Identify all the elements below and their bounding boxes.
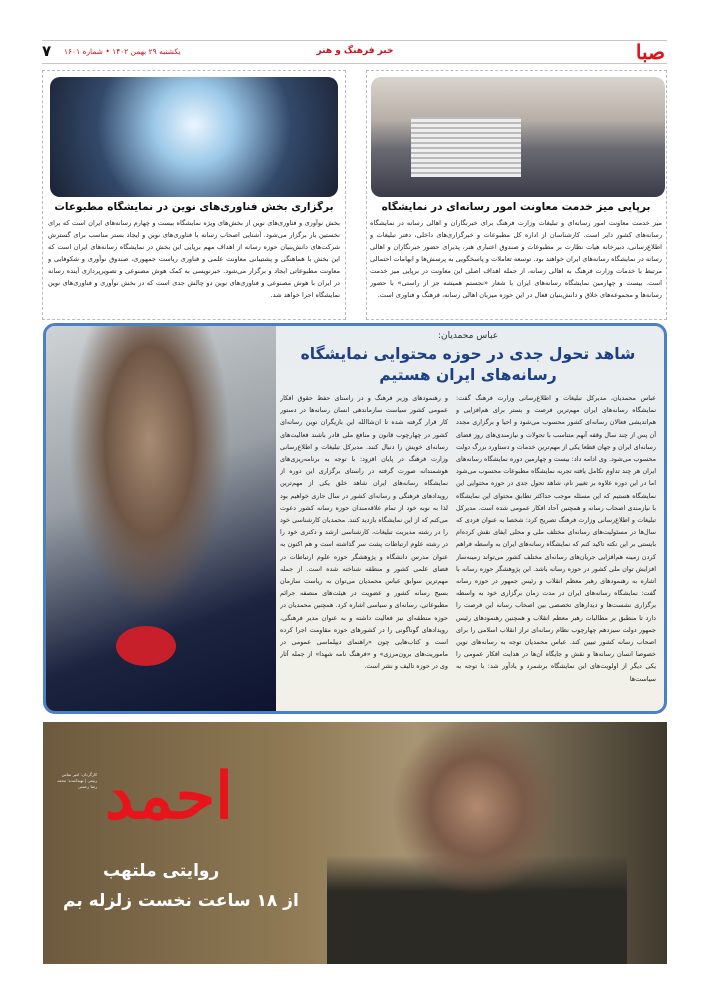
- story-right: [370, 201, 662, 318]
- body-right: میز خدمت معاونت امور رسانه‌ای و تبلیغات وزارت فرهنگ برای خبرنگاران و اهالی رسانه در نمایشگاه رسانه‌های کشور دایر است. کارشناسان از اداره کل مطبوعات و خبرگزاری‌های داخلی، دفتر تبلیغات و اطلاع‌رسانی، دبیرخانه هیات نظارت بر مطبوعات و صندوق اعتباری هنر، پذیرای حضور خبرنگاران و اهالی رسانه در نمایشگاه رسانه‌های ایران خواهند بود. توسعه تعاملات و پاسخگویی به پرسش‌ها و ابهامات احتمالی مرتبط با خدمات وزارت فرهنگ به اهالی رسانه، از جمله اهداف اصلی این معاونت در برپایی میز خدمت است. بیست و چهارمین نمایشگاه رسانه‌های ایران با شعار «نجستم همیشه جز از راستی» با حضور رسانه‌ها و مجموعه‌های خلاق و دانش‌بنیان فعال در این حوزه میزبان اهالی رسانه، فرهنگ و فناوری است.: [370, 219, 662, 299]
- feature-headline: شاهد تحول جدی در حوزه محتوایی نمایشگاه رسانه‌های ایران هستیم: [300, 345, 636, 384]
- ad-tagline-2: از ۱۸ ساعت نخست زلزله بم: [63, 891, 299, 911]
- feature-kicker: عباس محمدیان:: [437, 331, 499, 341]
- newspaper-stack: [411, 117, 521, 177]
- microphone: [116, 626, 176, 666]
- story-left: [48, 201, 340, 318]
- film-advertisement[interactable]: [43, 722, 667, 964]
- newspaper-logo[interactable]: صبا: [635, 40, 665, 64]
- actor-photo: [327, 722, 627, 964]
- issue-date: یکشنبه ۲۹ بهمن ۱۴۰۲ • شماره ۱۶۰۱: [64, 47, 181, 56]
- page-number: ۷: [42, 42, 52, 60]
- feature-column-1: عباس محمدیان، مدیرکل تبلیغات و اطلاع‌رسانی وزارت فرهنگ گفت: نمایشگاه رسانه‌های ایران مهم‌ترین فرصت و بستر برای هم‌افزایی و هم‌اندیشی فعالان رسانه‌ای کشور محسوب می‌شود و احیا و برگزاری مجدد آن پس از چند سال وقفه آنهم متناسب با تحولات و نیازمندی‌های روز فضای رسانه‌ای ایران و جهان قطعا یکی از مهم‌ترین خدمات و دستاورد بزرگ دولت محسوب می‌شود. وی ادامه داد: بیست و چهارمین دوره نمایشگاه رسانه‌های ایران هر چند تداوم تکامل یافته تجربه نمایشگاه مطبوعات محسوب می‌شود اما در این دوره علاوه بر تغییر نام، شاهد تحول جدی در حوزه محتوایی این نمایشگاه هستیم که این مسئله موجب حداکثر تطابق محتوای این نمایشگاه با نیازمندی اصحاب رسانه و همچنین آحاد افکار عمومی شده است. مدیرکل تبلیغات و اطلاع‌رسانی وزارت فرهنگ تصریح کرد: شخصا به عنوان فردی که سال‌ها در مسئولیت‌های رسانه‌ای مختلف ملی و محلی ایفای نقش کرده‌ام بایستی بر این نکته تاکید کنم که نمایشگاه رسانه‌های ایران به واسطه فراهم کردن زمینه هم‌افزایی جریان‌های رسانه‌ای مختلف کشور می‌تواند زمینه‌ساز افزایش توان ملی کشور در حوزه رسانه باشد. این پژوهشگر حوزه رسانه با اشاره به رهنمودهای رهبر معظم انقلاب و رئیس جمهور در حوزه رسانه گفت: نمایشگاه رسانه‌های ایران در مدت زمان برگزاری خود به واسطه برگزاری نشست‌ها و دیدارهای تخصصی بین اصحاب رسانه این فرصت را دارد تا منطبق بر مطالبات رهبر معظم انقلاب و همچنین رهنمودهای رئیس جمهور دولت سیزدهم چهارچوب نظام رسانه‌ای تراز انقلاب اسلامی را برای اصحاب رسانه کشور تبیین کند. عباس محمدیان توجه به رسانه‌های نوین خصوصا انسان رسانه‌ها و نقش و جایگاه آن‌ها در هدایت افکار عمومی را یکی دیگر از اولویت‌های این نمایشگاه برشمرد و یادآور شد: با توجه به سیاست‌ها: [456, 394, 656, 683]
- header-rule-top: [42, 40, 667, 41]
- header-rule-bottom: [42, 63, 667, 64]
- body-left: بخش نوآوری و فناوری‌های نوین از بخش‌های ویژه نمایشگاه بیست و چهارم رسانه‌های ایران است که برای نخستین بار برگزار می‌شود. آشنایی اصحاب رسانه با فناوری‌های نوین و ایجاد بستر مناسب برای گسترش شرکت‌های دانش‌بنیان حوزه رسانه از اهداف مهم برپایی این بخش در نمایشگاه رسانه‌های ایران است که این بخش با هماهنگی و پشتیبانی معاونت علمی و فناوری ریاست جمهوری، صندوق نوآوری و شکوفایی و معاونت مطبوعاتی ایجاد و برگزار می‌شود. خبرنویسی به کمک هوش مصنوعی و تصویرپردازی آینده رسانه در ایران با هوش مصنوعی و فناوری‌های نوین دو چالش جدی است که در بخش نوآوری و فناوری‌های نوین نمایشگاه اجرا خواهد شد.: [48, 219, 340, 299]
- feature-interview-box: [43, 323, 667, 714]
- portrait-photo: [46, 326, 276, 711]
- film-title-logo: احمد: [105, 759, 233, 834]
- section-title: خبر فرهنگ و هنر: [316, 46, 394, 56]
- headline-left: برگزاری بخش فناوری‌های نوین در نمایشگاه مطبوعات: [54, 201, 334, 213]
- feature-columns: [280, 392, 656, 707]
- headline-right: برپایی میز خدمت معاونت امور رسانه‌ای در نمایشگاه: [381, 201, 651, 213]
- feature-column-2: و رهنمودهای وزیر فرهنگ و در راستای حفظ حقوق افکار عمومی کشور سیاست سازماندهی انسان رسانه‌ها در دستور کار قرار گرفته شده تا ان‌شاالله این بازیگران نوین رسانه‌ای کشور در چهارچوب قانون و منافع ملی قادر باشند فعالیت‌های رسانه‌ای خویش را دنبال کنند. مدیرکل تبلیغات و اطلاع‌رسانی وزارت فرهنگ در پایان افزود: با توجه به برنامه‌ریزی‌های هوشمندانه صورت گرفته در راستای برگزاری این دوره از نمایشگاه رسانه‌های ایران شاهد خلق یکی از مهم‌ترین رویدادهای فرهنگی و رسانه‌ای کشور در سال جاری خواهیم بود لذا به نوبه خود از تمام علاقه‌مندان حوزه رسانه کشور دعوت می‌کنم که از این نمایشگاه بازدید کنند. محمدیان کارشناسی خود را در رشته مدیریت تبلیغات، کارشناسی ارشد و دکتری خود را در رشته علوم ارتباطات پشت سر گذاشته است و هم اکنون به عنوان مدرس دانشگاه و پژوهشگر حوزه علوم ارتباطات در فضای علمی کشور و منطقه شناخته شده است. از جمله مهم‌ترین سوابق عباس محمدیان می‌توان به ریاست سازمان بسیج رسانه کشور و عضویت در هیئت‌های منصفه جرائم مطبوعاتی، رسانه‌ای و سیاسی اشاره کرد. همچنین محمدیان در حوزه منطقه‌ای نیز فعالیت داشته و به عنوان مدیر فرهنگی، رویدادهای گوناگونی را در کشورهای حوزه مقاومت اجرا کرده است و کتاب‌هایی چون «راهنمای دیپلماسی عمومی در ماموریت‌های برون‌مرزی» و «فرهنگ نامه شهدا» از جمله آثار وی در حوزه تالیف و نشر است.: [280, 394, 448, 671]
- ad-tagline-1: روایتی ملتهب: [103, 861, 220, 881]
- film-credits: کارگردان: امیر عباس ربیعی | تهیه‌کننده: محمد رضا رحمتی: [57, 772, 97, 789]
- exhibition-desk-photo: [371, 77, 665, 197]
- feature-text: [280, 330, 656, 707]
- technology-photo: [50, 77, 338, 197]
